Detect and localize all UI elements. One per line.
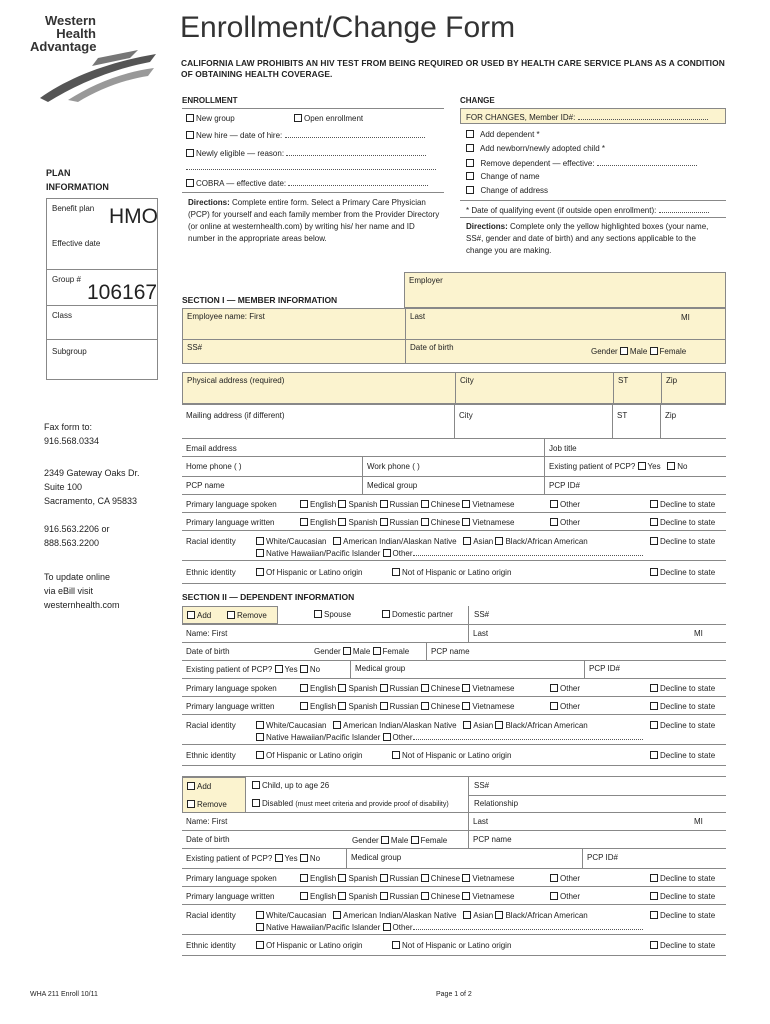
ss-field[interactable]: SS# xyxy=(474,781,490,790)
lang-written-row: Primary language written English Spanish Russian Chinese Vietnamese Other Decline to state xyxy=(182,512,726,530)
existing-pcp-field: Existing patient of PCP? Yes No xyxy=(186,665,321,674)
checkbox[interactable] xyxy=(294,114,302,122)
enrollment-divider-2 xyxy=(182,192,444,193)
qualifying-event-field[interactable]: * Date of qualifying event (if outside open enrollment): xyxy=(466,205,709,216)
existing-pcp-cell: Existing patient of PCP? Yes No xyxy=(544,457,545,476)
page-number: Page 1 of 2 xyxy=(436,991,472,998)
russian-checkbox[interactable] xyxy=(380,702,388,710)
checkbox[interactable] xyxy=(252,781,260,789)
section1-header: SECTION I — MEMBER INFORMATION xyxy=(182,295,338,305)
pcp-name-cell[interactable]: PCP name xyxy=(468,831,469,848)
checkbox[interactable] xyxy=(256,568,264,576)
physical-address-row xyxy=(182,372,726,404)
not-hispanic-option[interactable]: Not of Hispanic or Latino origin xyxy=(392,568,511,578)
lang-options: English Spanish Russian Chinese Vietnamese xyxy=(300,518,514,528)
other-option[interactable]: Other xyxy=(550,684,580,694)
checkbox[interactable] xyxy=(650,911,658,919)
decline-option[interactable]: Decline to state xyxy=(650,751,715,761)
dependent-2-dob-row xyxy=(182,830,726,848)
black-checkbox[interactable] xyxy=(495,911,503,919)
medical-group-cell[interactable]: Medical group xyxy=(350,661,351,678)
decline-option[interactable]: Decline to state xyxy=(650,721,715,731)
dependent-2-lang-spoken-row: Primary language spoken English Spanish Russian Chinese Vietnamese Other Decline to state xyxy=(182,868,726,886)
new-hire-option[interactable]: New hire — date of hire: xyxy=(186,130,425,141)
spanish-checkbox[interactable] xyxy=(338,500,346,508)
disabled-option[interactable]: Disabled (must meet criteria and provide proof of disability) xyxy=(252,799,449,810)
dependent-1-name-row xyxy=(182,624,726,642)
class-label: Class xyxy=(52,311,73,320)
race-options: White/Caucasian American Indian/Alaskan Native Asian Black/African American xyxy=(256,537,588,547)
enrollment-directions: Directions: Complete entire form. Select a Primary Care Physician (PCP) for yourself and each family member from the Provider Directory (or online at westernhealth.com) by writing his/ her name and ID number in the appropriate areas below. xyxy=(188,198,440,243)
pcp-row xyxy=(182,476,726,494)
first-name-field[interactable]: Name: First xyxy=(186,629,228,638)
divider xyxy=(468,795,726,796)
dependent-2-type-row xyxy=(182,776,726,812)
dependent-1-pcp-row xyxy=(182,660,726,678)
gender-field: Gender Male Female xyxy=(314,647,410,656)
spanish-checkbox[interactable] xyxy=(338,892,346,900)
checkbox[interactable] xyxy=(186,131,194,139)
english-checkbox[interactable] xyxy=(300,874,308,882)
spanish-checkbox[interactable] xyxy=(338,684,346,692)
checkbox[interactable] xyxy=(650,751,658,759)
amind-checkbox[interactable] xyxy=(333,537,341,545)
cobra-option[interactable]: COBRA — effective date: xyxy=(186,178,428,189)
hispanic-option[interactable]: Of Hispanic or Latino origin xyxy=(256,568,363,578)
english-checkbox[interactable] xyxy=(300,684,308,692)
checkbox[interactable] xyxy=(252,799,260,807)
dependent-2-lang-written-row: Primary language written English Spanish Russian Chinese Vietnamese Other Decline to state xyxy=(182,886,726,904)
chinese-checkbox[interactable] xyxy=(421,892,429,900)
group-value: 106167 xyxy=(87,281,158,304)
dependent-1-type-row xyxy=(182,606,726,624)
mi-label: MI xyxy=(681,313,690,322)
black-checkbox[interactable] xyxy=(495,537,503,545)
checkbox[interactable] xyxy=(392,751,400,759)
city-cell[interactable]: City xyxy=(455,373,456,403)
checkbox[interactable] xyxy=(650,941,658,949)
race-options: White/Caucasian American Indian/Alaskan Native Asian Black/African American xyxy=(256,911,588,921)
decline-option[interactable]: Decline to state xyxy=(650,892,715,902)
other-race-checkbox[interactable] xyxy=(383,923,391,931)
domestic-partner-option[interactable]: Domestic partner xyxy=(382,610,453,620)
existing-pcp-field: Existing patient of PCP? Yes No xyxy=(186,854,321,863)
not-hispanic-option[interactable]: Not of Hispanic or Latino origin xyxy=(392,751,511,761)
checkbox[interactable] xyxy=(256,941,264,949)
add-remove-cell xyxy=(182,777,246,813)
last-name-cell[interactable]: Last xyxy=(468,625,469,642)
member-name-row xyxy=(182,308,726,340)
medical-group-cell[interactable]: Medical group xyxy=(362,477,363,494)
mi-label: MI xyxy=(694,629,703,638)
checkbox[interactable] xyxy=(466,130,474,138)
race-options-2: Native Hawaiian/Pacific Islander Other xyxy=(256,922,643,933)
race-options-2: Native Hawaiian/Pacific Islander Other xyxy=(256,548,643,559)
russian-checkbox[interactable] xyxy=(380,892,388,900)
not-hispanic-option[interactable]: Not of Hispanic or Latino origin xyxy=(392,941,511,951)
checkbox[interactable] xyxy=(186,149,194,157)
race-options-2: Native Hawaiian/Pacific Islander Other xyxy=(256,732,643,743)
checkbox[interactable] xyxy=(650,702,658,710)
english-checkbox[interactable] xyxy=(300,702,308,710)
benefit-plan-label: Benefit plan xyxy=(52,204,95,213)
checkbox[interactable] xyxy=(314,610,322,618)
pcp-id-cell[interactable]: PCP ID# xyxy=(544,477,545,494)
russian-checkbox[interactable] xyxy=(380,500,388,508)
chinese-checkbox[interactable] xyxy=(421,874,429,882)
reason-line[interactable] xyxy=(186,162,436,170)
checkbox[interactable] xyxy=(550,500,558,508)
decline-option[interactable]: Decline to state xyxy=(650,702,715,712)
mailing-address-field[interactable]: Mailing address (if different) xyxy=(186,411,285,420)
mailing-address-row xyxy=(182,404,726,438)
divider xyxy=(47,305,157,306)
asian-checkbox[interactable] xyxy=(463,537,471,545)
ss-field[interactable]: SS# xyxy=(474,610,490,619)
relationship-field[interactable]: Relationship xyxy=(474,799,519,808)
checkbox[interactable] xyxy=(650,684,658,692)
pcp-id-cell[interactable]: PCP ID# xyxy=(582,849,583,868)
white-checkbox[interactable] xyxy=(256,721,264,729)
change-name-option[interactable]: Change of name xyxy=(466,172,540,182)
divider xyxy=(47,339,157,340)
dependent-1-racial-row: Racial identity White/Caucasian American Indian/Alaskan Native Asian Black/African American Native Hawaiian/Pacific Islander Other Decline to state xyxy=(182,714,726,744)
home-phone-field[interactable]: Home phone ( ) xyxy=(186,462,242,471)
no-checkbox[interactable] xyxy=(300,665,308,673)
hispanic-option[interactable]: Of Hispanic or Latino origin xyxy=(256,751,363,761)
dob-field[interactable]: Date of birth xyxy=(186,647,230,656)
other-option[interactable]: Other xyxy=(550,892,580,902)
hiv-notice: CALIFORNIA LAW PROHIBITS AN HIV TEST FROM BEING REQUIRED OR USED BY HEALTH CARE SERVICE PLANS AS A CONDITION OF OBTAINING HEALTH COVERAGE. xyxy=(181,58,725,79)
decline-option[interactable]: Decline to state xyxy=(650,941,715,951)
vietnamese-checkbox[interactable] xyxy=(462,702,470,710)
newly-eligible-option[interactable]: Newly eligible — reason: xyxy=(186,148,426,159)
checkbox[interactable] xyxy=(382,610,390,618)
dob-cell[interactable]: Date of birth xyxy=(405,340,406,363)
group-label: Group # xyxy=(52,275,81,284)
spouse-option[interactable]: Spouse xyxy=(314,610,351,620)
add-option[interactable]: Add xyxy=(187,611,211,621)
logo xyxy=(30,14,160,104)
russian-checkbox[interactable] xyxy=(380,684,388,692)
section2-header: SECTION II — DEPENDENT INFORMATION xyxy=(182,592,355,602)
pcp-name-cell[interactable]: PCP name xyxy=(426,643,427,660)
email-row xyxy=(182,438,726,456)
decline-option[interactable]: Decline to state xyxy=(650,500,715,510)
lang-options: English Spanish Russian Chinese Vietnamese xyxy=(300,702,514,712)
last-name-cell[interactable]: Last xyxy=(468,813,469,830)
gender-field: Gender Male Female xyxy=(352,836,448,845)
checkbox[interactable] xyxy=(392,941,400,949)
pcp-name-field[interactable]: PCP name xyxy=(186,481,225,490)
female-checkbox[interactable] xyxy=(373,647,381,655)
female-checkbox[interactable] xyxy=(411,836,419,844)
checkbox[interactable] xyxy=(256,751,264,759)
dependent-1-ethnic-row: Ethnic identity Of Hispanic or Latino origin Not of Hispanic or Latino origin Decline to state xyxy=(182,744,726,766)
divider xyxy=(468,606,469,624)
checkbox[interactable] xyxy=(392,568,400,576)
work-phone-cell[interactable]: Work phone ( ) xyxy=(362,457,363,476)
checkbox[interactable] xyxy=(186,114,194,122)
lang-options: English Spanish Russian Chinese Vietnamese xyxy=(300,874,514,884)
checkbox[interactable] xyxy=(650,500,658,508)
vietnamese-checkbox[interactable] xyxy=(462,874,470,882)
checkbox[interactable] xyxy=(227,611,235,619)
white-checkbox[interactable] xyxy=(256,537,264,545)
benefit-plan-value: HMO xyxy=(109,205,158,228)
other-race-checkbox[interactable] xyxy=(383,549,391,557)
checkbox[interactable] xyxy=(187,782,195,790)
amind-checkbox[interactable] xyxy=(333,911,341,919)
email-field[interactable]: Email address xyxy=(186,444,237,453)
page-title: Enrollment/Change Form xyxy=(180,11,516,44)
enrollment-divider xyxy=(182,108,444,109)
checkbox[interactable] xyxy=(550,684,558,692)
add-dependent-option[interactable]: Add dependent * xyxy=(466,130,540,140)
decline-option[interactable]: Decline to state xyxy=(650,537,715,547)
dependent-2-name-row xyxy=(182,812,726,830)
dependent-2-ethnic-row: Ethnic identity Of Hispanic or Latino origin Not of Hispanic or Latino origin Decline to state xyxy=(182,934,726,956)
chinese-checkbox[interactable] xyxy=(421,500,429,508)
st-cell[interactable]: ST xyxy=(613,373,614,403)
member-ss-row xyxy=(182,340,726,364)
spanish-checkbox[interactable] xyxy=(338,518,346,526)
male-checkbox[interactable] xyxy=(381,836,389,844)
no-checkbox[interactable] xyxy=(667,462,675,470)
male-checkbox[interactable] xyxy=(343,647,351,655)
lang-options: English Spanish Russian Chinese Vietnamese xyxy=(300,500,514,510)
other-option[interactable]: Other xyxy=(550,500,580,510)
checkbox[interactable] xyxy=(466,172,474,180)
last-name-cell[interactable]: Last xyxy=(405,309,406,339)
dependent-1-lang-spoken-row: Primary language spoken English Spanish Russian Chinese Vietnamese Other Decline to state xyxy=(182,678,726,696)
checkbox[interactable] xyxy=(550,892,558,900)
race-options: White/Caucasian American Indian/Alaskan Native Asian Black/African American xyxy=(256,721,588,731)
checkbox[interactable] xyxy=(550,874,558,882)
spanish-checkbox[interactable] xyxy=(338,874,346,882)
yes-checkbox[interactable] xyxy=(638,462,646,470)
checkbox[interactable] xyxy=(466,144,474,152)
checkbox[interactable] xyxy=(550,518,558,526)
english-checkbox[interactable] xyxy=(300,518,308,526)
lang-options: English Spanish Russian Chinese Vietnamese xyxy=(300,892,514,902)
hawaiian-checkbox[interactable] xyxy=(256,549,264,557)
other-option[interactable]: Other xyxy=(550,874,580,884)
russian-checkbox[interactable] xyxy=(380,518,388,526)
new-group-option[interactable]: New group xyxy=(186,114,235,124)
change-address-option[interactable]: Change of address xyxy=(466,186,548,196)
add-remove-cell xyxy=(182,606,278,624)
female-checkbox[interactable] xyxy=(650,347,658,355)
ethnic-row: Ethnic identity Of Hispanic or Latino origin Not of Hispanic or Latino origin Decline to state xyxy=(182,560,726,584)
other-race-checkbox[interactable] xyxy=(383,733,391,741)
change-divider-2 xyxy=(460,217,726,218)
checkbox[interactable] xyxy=(187,611,195,619)
change-directions: Directions: Complete only the yellow highlighted boxes (your name, SS#, gender and date of birth) and any sections applicable to the change you are making. xyxy=(466,222,709,255)
plan-info-header: PLAN INFORMATION xyxy=(46,168,109,192)
divider xyxy=(47,269,157,270)
english-checkbox[interactable] xyxy=(300,500,308,508)
black-checkbox[interactable] xyxy=(495,721,503,729)
city-cell[interactable]: City xyxy=(454,405,455,438)
employer-field[interactable]: Employer xyxy=(404,272,726,308)
male-checkbox[interactable] xyxy=(620,347,628,355)
phone-info: 916.563.2206 or 888.563.2200 xyxy=(44,524,110,548)
other-option[interactable]: Other xyxy=(550,518,580,528)
other-option[interactable]: Other xyxy=(550,702,580,712)
dependent-1-lang-written-row: Primary language written English Spanish Russian Chinese Vietnamese Other Decline to state xyxy=(182,696,726,714)
remove-dependent-option[interactable]: Remove dependent — effective: xyxy=(466,158,697,169)
child-option[interactable]: Child, up to age 26 xyxy=(252,781,329,791)
decline-option[interactable]: Decline to state xyxy=(650,684,715,694)
gender-field: Gender Male Female xyxy=(591,347,687,356)
enrollment-header: ENROLLMENT xyxy=(182,96,238,105)
mi-label: MI xyxy=(694,817,703,826)
yes-checkbox[interactable] xyxy=(275,665,283,673)
subgroup-label: Subgroup xyxy=(52,347,87,356)
yes-checkbox[interactable] xyxy=(275,854,283,862)
racial-row: Racial identity White/Caucasian American Indian/Alaskan Native Asian Black/African American Native Hawaiian/Pacific Islander Other Decline to state xyxy=(182,530,726,560)
chinese-checkbox[interactable] xyxy=(421,518,429,526)
vietnamese-checkbox[interactable] xyxy=(462,500,470,508)
checkbox[interactable] xyxy=(466,186,474,194)
decline-option[interactable]: Decline to state xyxy=(650,518,715,528)
add-option[interactable]: Add xyxy=(187,782,211,792)
hawaiian-checkbox[interactable] xyxy=(256,733,264,741)
decline-option[interactable]: Decline to state xyxy=(650,911,715,921)
fax-info: Fax form to: 916.568.0334 xyxy=(44,422,100,446)
asian-checkbox[interactable] xyxy=(463,721,471,729)
form-id: WHA 211 Enroll 10/11 xyxy=(30,991,98,998)
chinese-checkbox[interactable] xyxy=(421,684,429,692)
website-link[interactable]: westernhealth.com xyxy=(44,600,120,610)
chinese-checkbox[interactable] xyxy=(421,702,429,710)
plan-info-box xyxy=(46,198,158,380)
first-name-field[interactable]: Name: First xyxy=(186,817,228,826)
no-checkbox[interactable] xyxy=(300,854,308,862)
decline-option[interactable]: Decline to state xyxy=(650,874,715,884)
remove-option[interactable]: Remove xyxy=(187,800,227,810)
open-enrollment-option[interactable]: Open enrollment xyxy=(294,114,363,124)
ss-label[interactable]: SS# xyxy=(187,343,203,352)
checkbox[interactable] xyxy=(550,702,558,710)
remove-option[interactable]: Remove xyxy=(227,611,267,621)
checkbox[interactable] xyxy=(650,518,658,526)
vietnamese-checkbox[interactable] xyxy=(462,518,470,526)
lang-spoken-row: Primary language spoken English Spanish Russian Chinese Vietnamese Other Decline to state xyxy=(182,494,726,512)
checkbox[interactable] xyxy=(186,179,194,187)
english-checkbox[interactable] xyxy=(300,892,308,900)
dependent-2-racial-row: Racial identity White/Caucasian American Indian/Alaskan Native Asian Black/African American Native Hawaiian/Pacific Islander Other Decline to state xyxy=(182,904,726,934)
white-checkbox[interactable] xyxy=(256,911,264,919)
hawaiian-checkbox[interactable] xyxy=(256,923,264,931)
zip-cell[interactable]: Zip xyxy=(661,373,662,403)
st-cell[interactable]: ST xyxy=(612,405,613,438)
checkbox[interactable] xyxy=(650,892,658,900)
effective-date-label: Effective date xyxy=(52,239,101,248)
logo-wordmark: Western Health Advantage xyxy=(30,13,97,54)
change-divider xyxy=(460,200,726,201)
hispanic-option[interactable]: Of Hispanic or Latino origin xyxy=(256,941,363,951)
russian-checkbox[interactable] xyxy=(380,874,388,882)
dependent-2-pcp-row xyxy=(182,848,726,868)
member-id-label: FOR CHANGES, Member ID#: xyxy=(466,112,708,123)
checkbox[interactable] xyxy=(650,874,658,882)
zip-cell[interactable]: Zip xyxy=(660,405,661,438)
checkbox[interactable] xyxy=(650,568,658,576)
spanish-checkbox[interactable] xyxy=(338,702,346,710)
online-info: To update online via eBill visit westernhealth.com xyxy=(44,572,120,610)
mailing-address-info: 2349 Gateway Oaks Dr. Suite 100 Sacramento, CA 95833 xyxy=(44,468,140,506)
phone-row xyxy=(182,456,726,476)
dob-field[interactable]: Date of birth xyxy=(186,835,230,844)
job-title-cell[interactable]: Job title xyxy=(544,439,545,456)
vietnamese-checkbox[interactable] xyxy=(462,892,470,900)
logo-swoosh-icon xyxy=(38,48,158,104)
checkbox[interactable] xyxy=(650,537,658,545)
employee-first-name[interactable]: Employee name: First xyxy=(187,312,265,321)
medical-group-cell[interactable]: Medical group xyxy=(346,849,347,868)
asian-checkbox[interactable] xyxy=(463,911,471,919)
vietnamese-checkbox[interactable] xyxy=(462,684,470,692)
checkbox[interactable] xyxy=(466,159,474,167)
dependent-1-dob-row xyxy=(182,642,726,660)
checkbox[interactable] xyxy=(650,721,658,729)
add-newborn-option[interactable]: Add newborn/newly adopted child * xyxy=(466,144,605,154)
pcp-id-cell[interactable]: PCP ID# xyxy=(584,661,585,678)
decline-option[interactable]: Decline to state xyxy=(650,568,715,578)
change-header: CHANGE xyxy=(460,96,495,105)
checkbox[interactable] xyxy=(187,800,195,808)
physical-address-field[interactable]: Physical address (required) xyxy=(187,376,285,385)
amind-checkbox[interactable] xyxy=(333,721,341,729)
lang-options: English Spanish Russian Chinese Vietnamese xyxy=(300,684,514,694)
